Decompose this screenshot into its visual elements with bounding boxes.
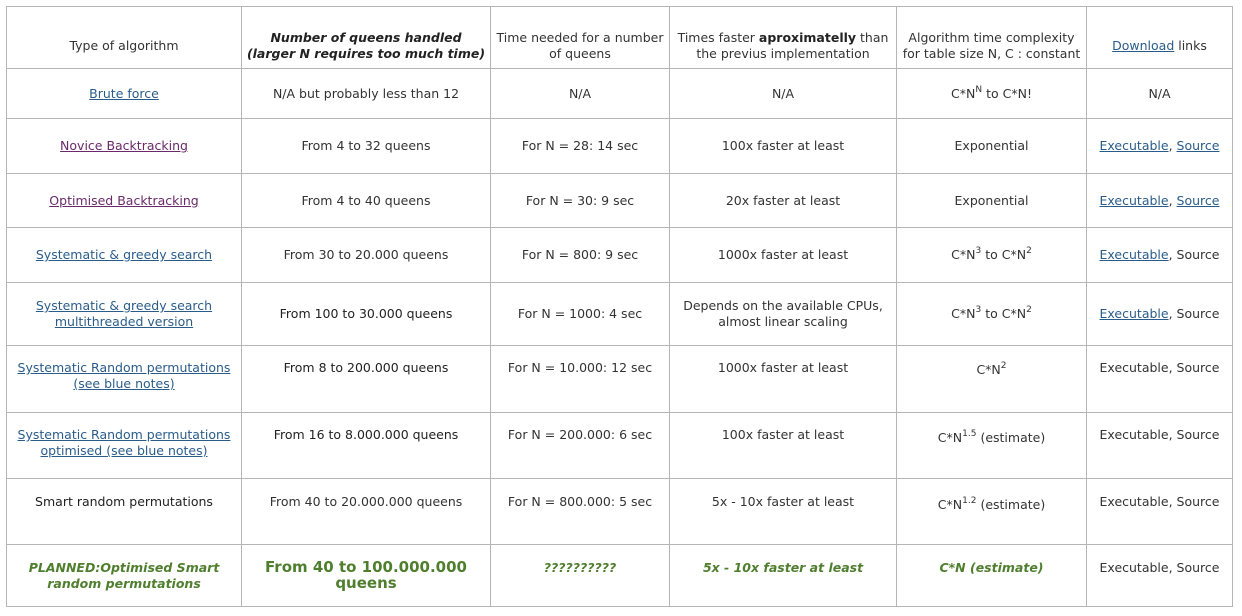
table-header-row bbox=[7, 7, 1233, 69]
table-row bbox=[7, 69, 1233, 119]
source-text: Source bbox=[1176, 247, 1220, 262]
table-row bbox=[7, 174, 1233, 228]
source-text: Source bbox=[1176, 306, 1220, 321]
executable-link[interactable]: Executable bbox=[1099, 138, 1169, 153]
header-queens: Number of queens handled (larger N requires too much time) bbox=[242, 7, 491, 69]
faster-cell: 1000x faster at least bbox=[670, 346, 897, 413]
faster-cell: 20x faster at least bbox=[670, 174, 897, 228]
time-cell: For N = 800: 9 sec bbox=[491, 228, 670, 283]
faster-cell: 1000x faster at least bbox=[670, 228, 897, 283]
queens-cell: From 40 to 20.000.000 queens bbox=[242, 479, 491, 545]
algorithm-cell bbox=[7, 69, 242, 119]
header-time: Time needed for a number of queens bbox=[491, 7, 670, 69]
table-row bbox=[7, 283, 1233, 346]
source-link[interactable]: Source bbox=[1176, 138, 1220, 153]
table-row bbox=[7, 346, 1233, 413]
time-cell: For N = 200.000: 6 sec bbox=[491, 413, 670, 479]
queens-cell: From 30 to 20.000 queens bbox=[242, 228, 491, 283]
algorithm-comparison-table bbox=[6, 6, 1233, 607]
queens-cell: From 100 to 30.000 queens bbox=[242, 283, 491, 346]
algorithm-cell bbox=[7, 346, 242, 413]
complexity-cell: $C*N^{1.2}$ (estimate) bbox=[897, 479, 1087, 545]
executable-link[interactable]: Executable bbox=[1099, 247, 1169, 262]
complexity-cell: Exponential bbox=[897, 119, 1087, 174]
faster-cell: 5x - 10x faster at least bbox=[670, 545, 897, 607]
algorithm-link-systematic-greedy-multithreaded[interactable]: Systematic & greedy search multithreaded version bbox=[35, 298, 213, 329]
time-cell: N/A bbox=[491, 69, 670, 119]
executable-link[interactable]: Executable bbox=[1099, 192, 1169, 208]
download-cell: Executable, Source bbox=[1087, 346, 1233, 413]
algorithm-link-novice-backtracking[interactable]: Novice Backtracking bbox=[60, 138, 188, 153]
time-cell: For N = 28: 14 sec bbox=[491, 119, 670, 174]
table-row bbox=[7, 479, 1233, 545]
time-cell: For N = 30: 9 sec bbox=[491, 174, 670, 228]
algorithm-link-systematic-greedy[interactable]: Systematic & greedy search bbox=[35, 247, 213, 262]
header-complexity: Algorithm time complexity for table size N, C : constant bbox=[897, 7, 1087, 69]
header-type: Type of algorithm bbox=[7, 7, 242, 69]
faster-cell: 100x faster at least bbox=[670, 119, 897, 174]
time-cell: For N = 800.000: 5 sec bbox=[491, 479, 670, 545]
table-row bbox=[7, 119, 1233, 174]
algorithm-cell bbox=[7, 283, 242, 346]
time-cell: For N = 1000: 4 sec bbox=[491, 283, 670, 346]
time-cell: For N = 10.000: 12 sec bbox=[491, 346, 670, 413]
queens-cell: From 4 to 32 queens bbox=[242, 119, 491, 174]
executable-link[interactable]: Executable bbox=[1099, 306, 1169, 321]
algorithm-link-systematic-random-optimised[interactable]: Systematic Random permutations optimised (see blue notes) bbox=[17, 427, 231, 458]
download-cell: Executable, Source bbox=[1087, 228, 1233, 283]
complexity-cell: $C*N^3$ to $C*N^2$ bbox=[897, 228, 1087, 283]
algorithm-cell bbox=[7, 413, 242, 479]
download-cell: Executable, Source bbox=[1087, 119, 1233, 174]
complexity-cell: $C*N^N$ to C*N! bbox=[897, 69, 1087, 119]
algorithm-cell bbox=[7, 174, 242, 228]
algorithm-cell bbox=[7, 228, 242, 283]
download-cell: Executable, Source bbox=[1087, 413, 1233, 479]
queens-cell: From 4 to 40 queens bbox=[242, 174, 491, 228]
algorithm-link-optimised-backtracking[interactable]: Optimised Backtracking bbox=[49, 192, 199, 208]
header-download: Download links bbox=[1087, 7, 1233, 69]
queens-cell: From 40 to 100.000.000 queens bbox=[242, 545, 491, 607]
download-cell: N/A bbox=[1087, 69, 1233, 119]
download-cell: Executable, Source bbox=[1087, 545, 1233, 607]
download-cell: Executable, Source bbox=[1087, 174, 1233, 228]
time-cell: ?????????? bbox=[491, 545, 670, 607]
header-faster: Times faster aproximatelly than the previus implementation bbox=[670, 7, 897, 69]
faster-cell: Depends on the available CPUs, almost linear scaling bbox=[670, 283, 897, 346]
download-link[interactable]: Download bbox=[1112, 37, 1175, 53]
complexity-cell: $C*N^{1.5}$ (estimate) bbox=[897, 413, 1087, 479]
queens-cell: From 8 to 200.000 queens bbox=[242, 346, 491, 413]
complexity-cell: Exponential bbox=[897, 174, 1087, 228]
complexity-cell: $C*N^3$ to $C*N^2$ bbox=[897, 283, 1087, 346]
download-cell: Executable, Source bbox=[1087, 479, 1233, 545]
queens-cell: From 16 to 8.000.000 queens bbox=[242, 413, 491, 479]
table-row bbox=[7, 413, 1233, 479]
download-cell: Executable, Source bbox=[1087, 283, 1233, 346]
algorithm-cell: Smart random permutations bbox=[7, 479, 242, 545]
faster-cell: N/A bbox=[670, 69, 897, 119]
table-row bbox=[7, 228, 1233, 283]
complexity-cell: $C*N^2$ bbox=[897, 346, 1087, 413]
algorithm-link-brute-force[interactable]: Brute force bbox=[89, 85, 159, 101]
queens-cell: N/A but probably less than 12 bbox=[242, 69, 491, 119]
algorithm-link-systematic-random[interactable]: Systematic Random permutations (see blue notes) bbox=[17, 360, 231, 391]
table-row-planned bbox=[7, 545, 1233, 607]
complexity-cell: C*N (estimate) bbox=[897, 545, 1087, 607]
algorithm-cell bbox=[7, 119, 242, 174]
source-link[interactable]: Source bbox=[1176, 192, 1220, 208]
faster-cell: 5x - 10x faster at least bbox=[670, 479, 897, 545]
algorithm-comparison-table-wrapper bbox=[6, 6, 1233, 607]
faster-cell: 100x faster at least bbox=[670, 413, 897, 479]
algorithm-cell: PLANNED:Optimised Smart random permutations bbox=[7, 545, 242, 607]
